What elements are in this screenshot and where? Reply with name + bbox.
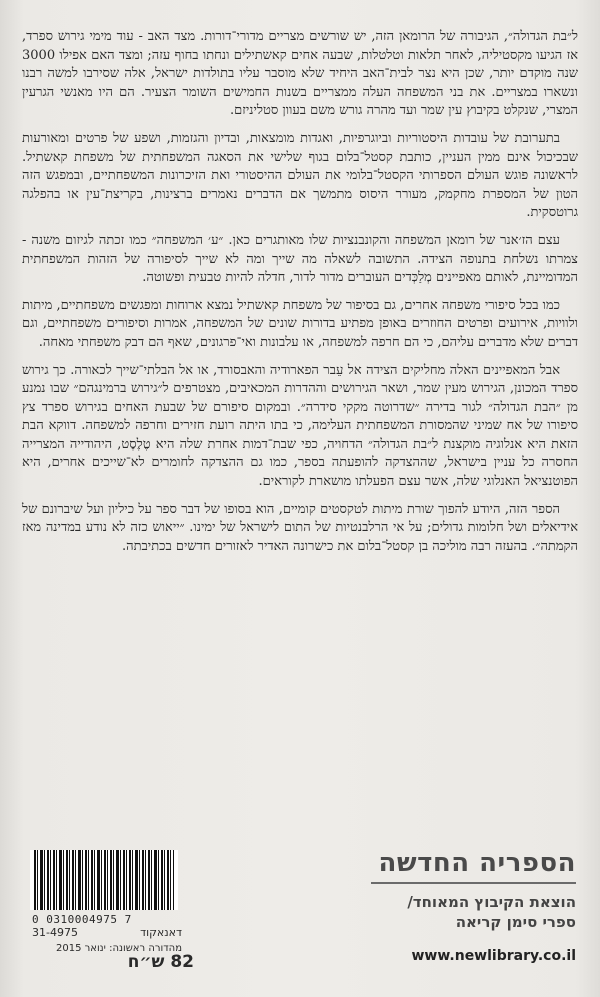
blurb-paragraph-5: אבל המאפיינים האלה מחליקים הצידה אל עֵבר הפארודיה והאבסורד, או אל הבלתי־שייך לכאורה. כך גירוש ספרד המכונן, הגירוש מעין שמר, ושאר הגירושים וההדרות המכאיבים, מצטרפים ל״גירוש ברמינגהם״ שבו נמנע מן ״הבת הגדולה״ לגור בדירה ״שדרוטה מקקי סידרה״. ובמקום סיפורם של שבעת האחים בגירוש ספרד צץ סיפורו של אח שמיני שהמסורת המשפחתית העלימה, כי בתו היתה רועת חזירים וחרפה למשפחה. דווקא הבת הזאת היא אנלוגיה מוקצנת ל״בת הגדולה״ הדחויה, כפי שבת־דמות אחרת שלה היא טֶלֶסֶט, היהודייה המצרייה החסרה כל עניין בישראל, שההצדקה להופעתה בספר, כמו גם ההצדקה לחומרים לא־שייכים אחרים, היא הפוטנציאל האנלוגי שלה, אשר עצם הפעלתו מושארת לקוראים.: [22, 362, 578, 490]
barcode-icon: [30, 850, 178, 910]
back-cover-footer: [0, 840, 600, 997]
publisher-url[interactable]: www.newlibrary.co.il: [411, 948, 576, 964]
product-code: 31-4975: [32, 926, 78, 939]
blurb-paragraph-4: כמו בכל סיפורי משפחה אחרים, גם בסיפור של משפחת קאשתיל נמצא ארוחות ומפגשים משפחתיים, מיתות ולוויות, אירועים ופרטים החוזרים באופן מפתיע בדורות שונים של המשפחה, אמרות וסיפורים משפחתיים, וגם דברים שלא מדברים עליהם, כי הם חרפה למשפחה, או עלבונות ואי־פרגונים, שאף הם דבק משפחתי מאחה.: [22, 297, 578, 350]
blurb-paragraph-6: הספר הזה, היודע להפוך שורת מיתות לטקסטים קומיים, הוא בסופו של דבר ספר על כיליון ועל שיברונם של אידיאלים ושל חלומות גדולים; על אי הרלבנטיות של התום לישראל של ימינו. ״ייאוש כזה לא נודע במדינה מאז הקמתה״. בהעזה רבה מוליכה בן קסטל־בלום את כישרונה האדיר לאזורים חדשים בכתיבתה.: [22, 501, 578, 554]
publisher-brand: [246, 848, 576, 964]
publisher-line-1: הוצאת הקיבוץ המאוחד/: [407, 893, 576, 911]
series-title: הספריה החדשה: [378, 848, 576, 878]
barcode-block: [24, 850, 199, 954]
product-code-row: [32, 926, 182, 939]
blurb-paragraph-2: בתערובת של עובדות היסטוריות וביוגרפיות, ואגדות מומצאות, ובדיון והגזמות, ושפע של פרטים ומאורעות שבכיכול אינם ממין העניין, כותבת קסטל־בלום בגוף שלישי את הסאגה המשפחתית של משפחת קאשתיל. לראשונה פוגש העולם הספרותי הקסטל־בלומי את העולם ההיסטורי ואת הזיכרונות המשפחתיים, ובמפגש הזה הטון של המספרת מחקמק, מעורר היסוס מתמשך אם הדברים נאמרים ברצינות, בקריצת־עין או בהפלגה גרוטסקית.: [22, 130, 578, 221]
blurb-paragraph-3: עצם הז׳אנר של רומאן המשפחה והקונבנציות שלו מאותגרים כאן. ״ע׳ המשפחה״ כמו זכתה לגיזום משנה - צמרתו נשלחת בתנופה הצידה. התשובה לשאלה מה שייך ומה לא שייך לסיפורה של הזהות המשפחתית המדומיינת, לאותם מאפיינים מְלַכְּדים העוברים מדור לדור, חדלה להיות טבעית ופשוטה.: [22, 232, 578, 286]
blurb-paragraph-1: ל״בת הגדולה״, הגיבורה של הרומאן הזה, יש שורשים מצריים מדורי־דורות. מצד האב - עוד מימי גירוש ספרד, אז הגיעו מקסטיליה, לאחר תלאות וטלטלות, שבעה אחים קאשתילים ונחתו בחוף עזה; ומצד האם אפילו 3000 שנה מוקדם יותר, שכן היא נצר לבית־האב היחיד שלא מוסבר עליו בתולדות ישראל, אלה שסירבו למשה רבנו ונשארו במצריים. את בני המשפחה העלה ממצריים בשנות החמישים השומר הצעיר. הם היו מאנשי הגרעין המצרי, שנקלט בקיבוץ עין שמר ועד מהרה גורש משם בעוון סטליניזם.: [22, 29, 578, 119]
publisher-line-2: ספרי סימן קריאה: [455, 913, 576, 931]
edition-note: מהדורה ראשונה: ינואר 2015: [55, 943, 182, 954]
price-label: 82 ש״ח: [127, 952, 194, 972]
isbn-number: 0 0310004975 7: [32, 913, 132, 926]
title-underline: [371, 882, 576, 884]
product-code-label: דאנאקוד: [140, 926, 182, 939]
blurb-text: [22, 28, 578, 565]
